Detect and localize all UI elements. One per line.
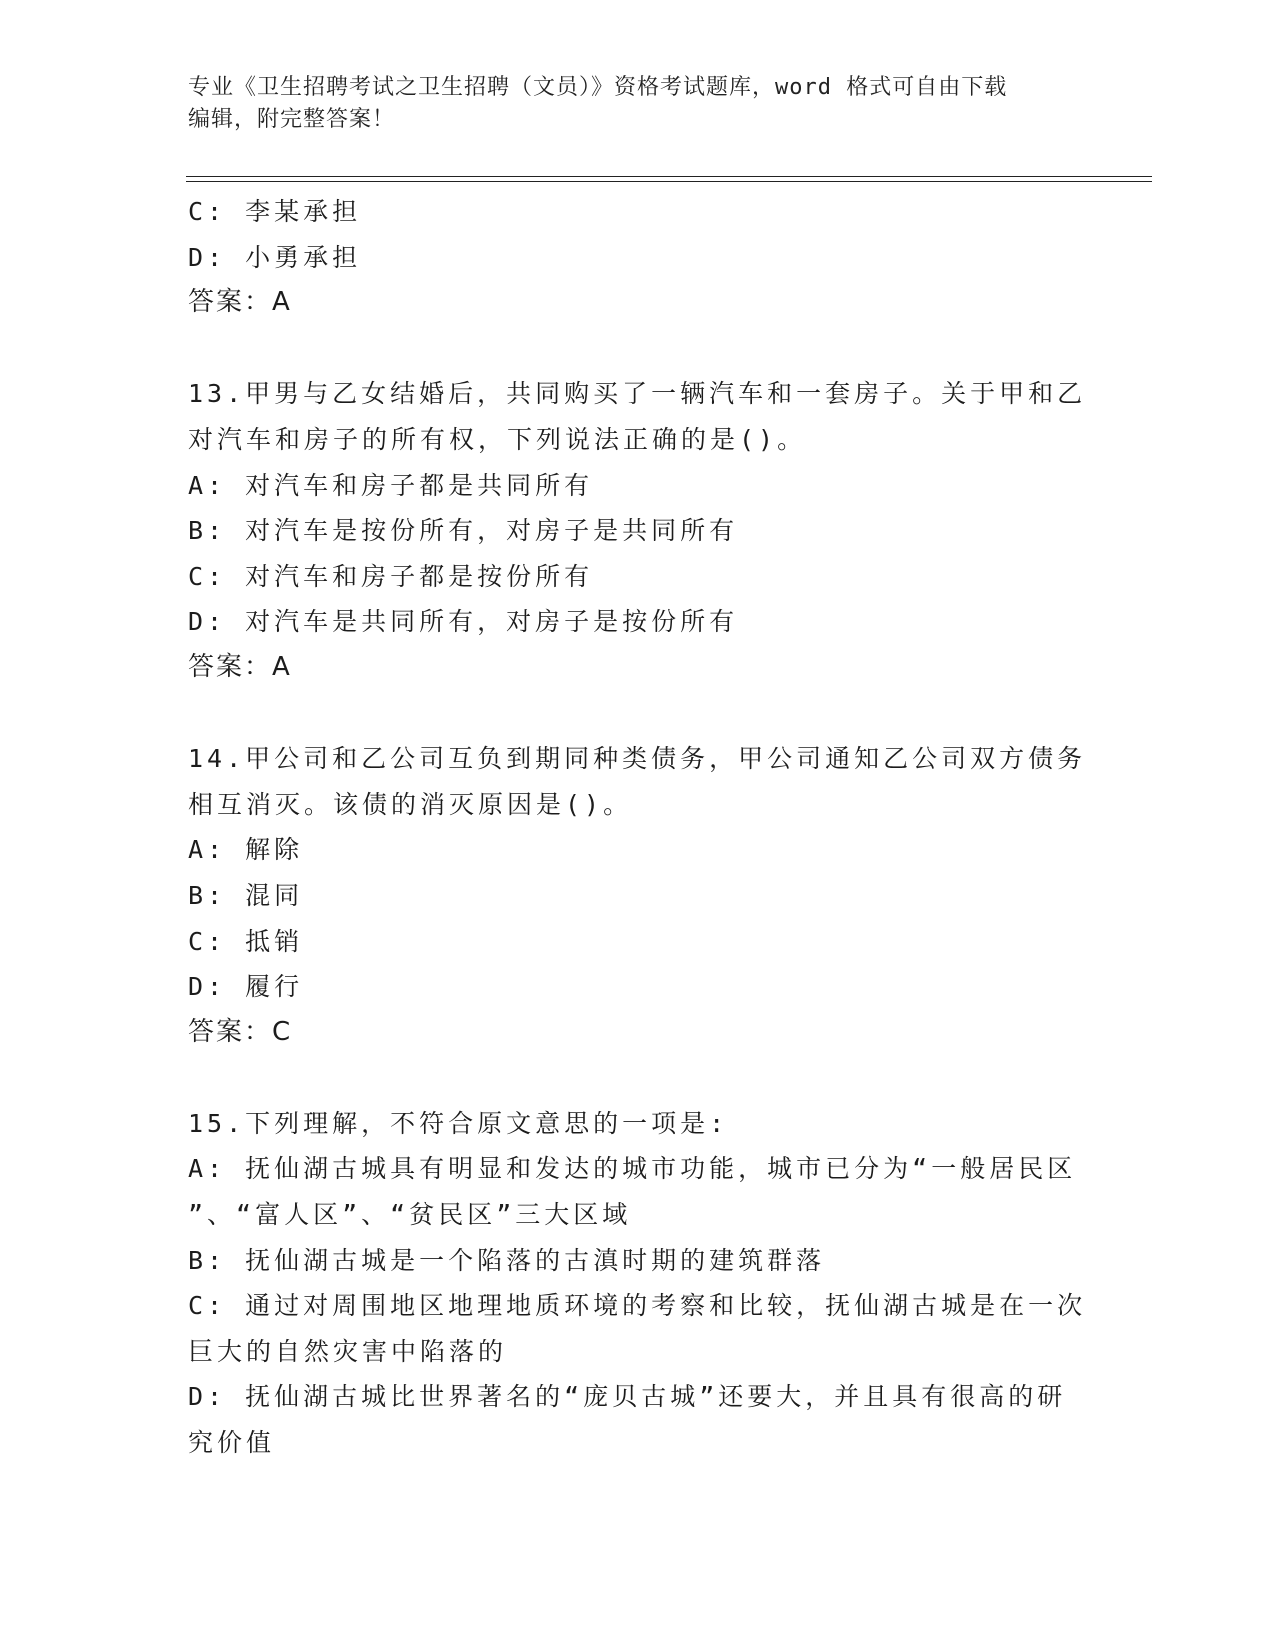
header-line-2: 编辑，附完整答案！ [188, 107, 396, 132]
option-a: A: 对汽车和房子都是共同所有 [188, 470, 594, 500]
option-a: A: 解除 [188, 835, 304, 865]
answer-line: 答案：A [188, 651, 292, 682]
option-d: D: 小勇承担 [188, 242, 362, 272]
option-d-continued: 究价值 [188, 1428, 276, 1458]
option-a: A: 抚仙湖古城具有明显和发达的城市功能，城市已分为“一般居民区 [188, 1154, 1077, 1184]
question-stem: 14.甲公司和乙公司互负到期同种类债务，甲公司通知乙公司双方债务 [188, 744, 1087, 774]
spacer [188, 691, 1078, 737]
option-c: C: 抵销 [188, 926, 304, 956]
prev-question [188, 189, 1078, 326]
question-15 [188, 1101, 1087, 1466]
question-13 [188, 371, 1087, 690]
option-b: B: 抚仙湖古城是一个陷落的古滇时期的建筑群落 [188, 1245, 826, 1275]
option-c: C: 通过对周围地区地理地质环境的考察和比较，抚仙湖古城是在一次 [188, 1291, 1087, 1321]
header-divider-bottom [186, 181, 1152, 182]
question-stem: 对汽车和房子的所有权，下列说法正确的是()。 [188, 424, 807, 454]
question-14 [188, 736, 1087, 1055]
option-c-continued: 巨大的自然灾害中陷落的 [188, 1336, 508, 1366]
option-b: B: 混同 [188, 880, 304, 910]
answer-line: 答案：A [188, 287, 292, 318]
spacer [188, 326, 1078, 372]
spacer [188, 1055, 1078, 1101]
question-stem: 相互消灭。该债的消灭原因是()。 [188, 789, 633, 819]
option-d: D: 抚仙湖古城比世界著名的“庞贝古城”还要大，并且具有很高的研 [188, 1382, 1067, 1412]
answer-line: 答案：C [188, 1016, 293, 1047]
question-stem: 13.甲男与乙女结婚后，共同购买了一辆汽车和一套房子。关于甲和乙 [188, 379, 1087, 409]
option-c: C: 对汽车和房子都是按份所有 [188, 561, 594, 591]
option-c: C: 李某承担 [188, 197, 362, 226]
option-d: D: 履行 [188, 972, 304, 1002]
header-divider-top [186, 176, 1152, 177]
header-line-1: 专业《卫生招聘考试之卫生招聘（文员）》资格考试题库，word 格式可自由下载 [188, 75, 1008, 100]
option-b: B: 对汽车是按份所有，对房子是共同所有 [188, 516, 739, 546]
question-content [188, 189, 1087, 1466]
option-a-continued: ”、“富人区”、“贫民区”三大区域 [188, 1200, 632, 1230]
page-header [188, 72, 1088, 136]
question-stem: 15.下列理解，不符合原文意思的一项是: [188, 1108, 729, 1138]
option-d: D: 对汽车是共同所有，对房子是按份所有 [188, 607, 739, 637]
